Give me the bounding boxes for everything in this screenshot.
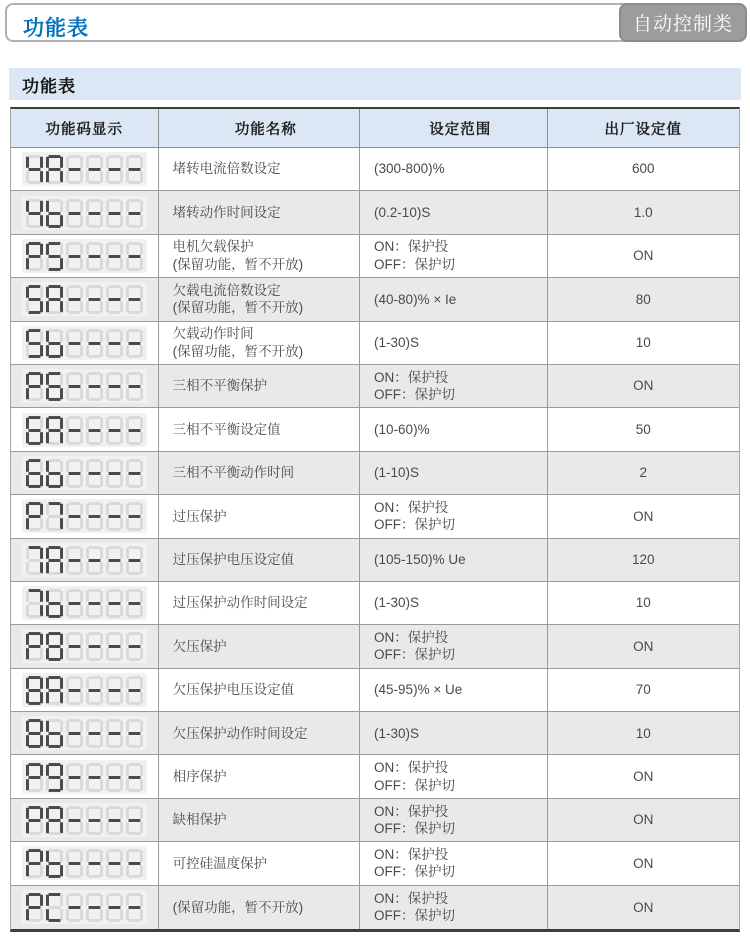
function-code-display <box>11 755 159 797</box>
seven-segment-digit <box>126 589 143 618</box>
seven-segment-digit <box>26 242 43 271</box>
seven-segment-digit <box>106 155 123 184</box>
lcd-display <box>22 890 147 924</box>
seven-segment-digit <box>126 893 143 922</box>
seven-segment-digit <box>66 546 83 575</box>
seven-segment-digit <box>106 806 123 835</box>
function-name-text: 缺相保护 <box>172 812 227 828</box>
default-value <box>548 408 739 450</box>
setting-range-text: (10-60)% <box>374 421 430 437</box>
function-code-display <box>11 408 159 450</box>
seven-segment-digit <box>126 806 143 835</box>
function-code-display <box>11 712 159 754</box>
function-code-display <box>11 452 159 494</box>
default-value <box>548 235 739 277</box>
lcd-display <box>22 803 147 837</box>
table-row <box>11 278 739 321</box>
table-row <box>11 322 739 365</box>
setting-range-text: ON：保护投 <box>374 760 449 776</box>
seven-segment-digit <box>26 893 43 922</box>
setting-range-text: (45-95)% × Ue <box>374 682 463 698</box>
default-value-text: 10 <box>635 335 651 350</box>
setting-range-text: ON：保护投 <box>374 369 449 385</box>
default-value <box>548 712 739 754</box>
function-table <box>10 107 740 932</box>
function-code-display <box>11 365 159 407</box>
seven-segment-digit <box>66 372 83 401</box>
function-code-display <box>11 148 159 190</box>
setting-range <box>360 322 548 364</box>
function-name-text: 欠压保护 <box>172 638 227 654</box>
seven-segment-digit <box>26 285 43 314</box>
setting-range-text: (105-150)% Ue <box>374 551 466 567</box>
function-name-text: 堵转动作时间设定 <box>172 204 281 220</box>
default-value <box>548 755 739 797</box>
function-code-display <box>11 235 159 277</box>
column-header-code: 功能码显示 <box>11 109 159 147</box>
table-row <box>11 755 739 798</box>
section-title-band <box>9 68 741 100</box>
seven-segment-digit <box>46 329 63 358</box>
seven-segment-digit <box>106 372 123 401</box>
seven-segment-digit <box>86 285 103 314</box>
setting-range-text: OFF：保护切 <box>374 821 456 837</box>
seven-segment-digit <box>126 849 143 878</box>
function-name <box>159 539 360 581</box>
default-value <box>548 191 739 233</box>
default-value-text: ON <box>633 899 654 915</box>
default-value <box>548 365 739 407</box>
seven-segment-digit <box>66 329 83 358</box>
lcd-display <box>22 239 147 273</box>
seven-segment-digit <box>86 416 103 445</box>
seven-segment-digit <box>86 806 103 835</box>
seven-segment-digit <box>66 502 83 531</box>
seven-segment-digit <box>106 632 123 661</box>
setting-range <box>360 452 548 494</box>
setting-range-text: (1-30)S <box>374 725 420 741</box>
function-name <box>159 669 360 711</box>
page-title: 功能表 <box>23 17 89 40</box>
function-name <box>159 755 360 797</box>
seven-segment-digit <box>26 416 43 445</box>
lcd-display <box>22 846 147 880</box>
seven-segment-digit <box>126 502 143 531</box>
seven-segment-digit <box>86 502 103 531</box>
function-name-text: 堵转电流倍数设定 <box>172 161 281 177</box>
function-name <box>159 582 360 624</box>
function-code-display <box>11 582 159 624</box>
function-code-display <box>11 842 159 884</box>
seven-segment-digit <box>66 155 83 184</box>
function-name-text: 过压保护动作时间设定 <box>172 595 308 611</box>
table-row <box>11 886 739 929</box>
function-name-text: 过压保护电压设定值 <box>172 551 295 567</box>
setting-range <box>360 582 548 624</box>
setting-range <box>360 495 548 537</box>
default-value-text: 1.0 <box>633 204 653 220</box>
seven-segment-digit <box>66 285 83 314</box>
function-code-display <box>11 886 159 929</box>
default-value-text: ON <box>633 248 654 264</box>
function-name <box>159 712 360 754</box>
setting-range <box>360 755 548 797</box>
seven-segment-digit <box>106 502 123 531</box>
seven-segment-digit <box>126 546 143 575</box>
seven-segment-digit <box>46 632 63 661</box>
seven-segment-digit <box>46 372 63 401</box>
seven-segment-digit <box>106 546 123 575</box>
setting-range <box>360 842 548 884</box>
seven-segment-digit <box>46 849 63 878</box>
function-code-display <box>11 322 159 364</box>
function-name <box>159 191 360 233</box>
seven-segment-digit <box>86 329 103 358</box>
function-name <box>159 322 360 364</box>
setting-range-text: ON：保护投 <box>374 239 449 255</box>
lcd-display <box>22 282 147 316</box>
seven-segment-digit <box>86 763 103 792</box>
setting-range <box>360 625 548 667</box>
seven-segment-digit <box>86 242 103 271</box>
default-value <box>548 539 739 581</box>
table-row <box>11 625 739 668</box>
seven-segment-digit <box>46 155 63 184</box>
function-name-text: 电机欠载保护 <box>172 239 254 255</box>
default-value-text: ON <box>633 812 654 828</box>
column-header-default: 出厂设定值 <box>604 121 683 138</box>
seven-segment-digit <box>106 893 123 922</box>
table-row <box>11 582 739 625</box>
section-title: 功能表 <box>22 76 76 96</box>
default-value <box>548 148 739 190</box>
lcd-display <box>22 456 147 490</box>
seven-segment-digit <box>46 416 63 445</box>
seven-segment-digit <box>126 416 143 445</box>
setting-range <box>360 886 548 929</box>
function-name-text: (保留功能，暂不开放) <box>172 256 304 272</box>
column-header-range: 设定范围 <box>360 109 548 147</box>
seven-segment-digit <box>46 893 63 922</box>
lcd-display <box>22 760 147 794</box>
default-value-text: ON <box>633 768 654 784</box>
setting-range <box>360 365 548 407</box>
setting-range-text: OFF：保护切 <box>374 647 456 663</box>
function-name <box>159 886 360 929</box>
setting-range <box>360 669 548 711</box>
setting-range-text: ON：保护投 <box>374 803 449 819</box>
seven-segment-digit <box>126 199 143 228</box>
seven-segment-digit <box>106 459 123 488</box>
seven-segment-digit <box>26 719 43 748</box>
category-tag <box>619 3 747 42</box>
setting-range <box>360 148 548 190</box>
seven-segment-digit <box>66 459 83 488</box>
seven-segment-digit <box>66 893 83 922</box>
seven-segment-digit <box>26 589 43 618</box>
seven-segment-digit <box>86 719 103 748</box>
function-name <box>159 278 360 320</box>
function-name-text: 欠压保护动作时间设定 <box>172 725 308 741</box>
setting-range-text: OFF：保护切 <box>374 908 456 924</box>
table-row <box>11 148 739 191</box>
setting-range-text: (300-800)% <box>374 161 445 177</box>
lcd-display <box>22 716 147 750</box>
seven-segment-digit <box>26 502 43 531</box>
lcd-display <box>22 543 147 577</box>
seven-segment-digit <box>26 329 43 358</box>
setting-range-text: OFF：保护切 <box>374 864 456 880</box>
seven-segment-digit <box>26 199 43 228</box>
seven-segment-digit <box>46 546 63 575</box>
seven-segment-digit <box>126 459 143 488</box>
function-name <box>159 235 360 277</box>
seven-segment-digit <box>26 676 43 705</box>
seven-segment-digit <box>26 155 43 184</box>
default-value-text: 120 <box>632 551 655 567</box>
table-row <box>11 669 739 712</box>
setting-range <box>360 799 548 841</box>
table-row <box>11 235 739 278</box>
function-name-text: (保留功能，暂不开放) <box>172 343 304 359</box>
table-header-row <box>11 109 739 148</box>
seven-segment-digit <box>126 719 143 748</box>
seven-segment-digit <box>46 459 63 488</box>
seven-segment-digit <box>26 806 43 835</box>
setting-range <box>360 235 548 277</box>
lcd-display <box>22 586 147 620</box>
seven-segment-digit <box>86 546 103 575</box>
function-code-display <box>11 539 159 581</box>
function-name-text: 三相不平衡设定值 <box>172 421 281 437</box>
table-row <box>11 452 739 495</box>
seven-segment-digit <box>86 893 103 922</box>
setting-range <box>360 278 548 320</box>
setting-range-text: ON：保护投 <box>374 846 449 862</box>
setting-range-text: ON：保护投 <box>374 629 449 645</box>
setting-range-text: OFF：保护切 <box>374 777 456 793</box>
seven-segment-digit <box>86 199 103 228</box>
seven-segment-digit <box>26 763 43 792</box>
default-value-text: 600 <box>632 161 655 177</box>
seven-segment-digit <box>126 155 143 184</box>
setting-range-text: OFF：保护切 <box>374 256 456 272</box>
table-row <box>11 539 739 582</box>
default-value <box>548 842 739 884</box>
seven-segment-digit <box>26 459 43 488</box>
seven-segment-digit <box>126 242 143 271</box>
function-name <box>159 365 360 407</box>
seven-segment-digit <box>46 199 63 228</box>
seven-segment-digit <box>66 719 83 748</box>
setting-range-text: (1-10)S <box>374 465 420 481</box>
seven-segment-digit <box>46 719 63 748</box>
function-code-display <box>11 278 159 320</box>
seven-segment-digit <box>86 372 103 401</box>
seven-segment-digit <box>26 372 43 401</box>
function-name-text: 相序保护 <box>172 768 227 784</box>
seven-segment-digit <box>126 285 143 314</box>
seven-segment-digit <box>86 632 103 661</box>
default-value-text: 2 <box>639 465 648 481</box>
lcd-display <box>22 673 147 707</box>
default-value <box>548 799 739 841</box>
seven-segment-digit <box>66 632 83 661</box>
seven-segment-digit <box>66 763 83 792</box>
function-name-text: 欠压保护电压设定值 <box>172 682 295 698</box>
default-value <box>548 452 739 494</box>
seven-segment-digit <box>106 416 123 445</box>
default-value <box>548 322 739 364</box>
table-row <box>11 712 739 755</box>
seven-segment-digit <box>66 589 83 618</box>
table-row <box>11 842 739 885</box>
default-value-text: 10 <box>635 725 651 741</box>
table-row <box>11 365 739 408</box>
lcd-display <box>22 499 147 533</box>
seven-segment-digit <box>106 763 123 792</box>
setting-range-text: (40-80)% × Ie <box>374 291 457 307</box>
category-tag-label: 自动控制类 <box>632 14 733 35</box>
seven-segment-digit <box>46 242 63 271</box>
seven-segment-digit <box>66 806 83 835</box>
function-code-display <box>11 669 159 711</box>
function-code-display <box>11 191 159 233</box>
seven-segment-digit <box>86 459 103 488</box>
default-value-text: 70 <box>635 682 651 698</box>
lcd-display <box>22 152 147 186</box>
setting-range <box>360 712 548 754</box>
seven-segment-digit <box>46 763 63 792</box>
function-name-text: 欠载动作时间 <box>172 326 254 342</box>
seven-segment-digit <box>126 676 143 705</box>
seven-segment-digit <box>86 589 103 618</box>
seven-segment-digit <box>66 199 83 228</box>
function-name-text: 欠载电流倍数设定 <box>172 282 281 298</box>
seven-segment-digit <box>106 242 123 271</box>
default-value-text: ON <box>633 855 654 871</box>
seven-segment-digit <box>46 806 63 835</box>
seven-segment-digit <box>106 849 123 878</box>
function-name-text: 三相不平衡保护 <box>172 378 268 394</box>
seven-segment-digit <box>106 589 123 618</box>
default-value <box>548 495 739 537</box>
seven-segment-digit <box>106 329 123 358</box>
function-code-display <box>11 799 159 841</box>
function-code-display <box>11 495 159 537</box>
seven-segment-digit <box>126 329 143 358</box>
function-name-text: 三相不平衡动作时间 <box>172 465 295 481</box>
seven-segment-digit <box>66 242 83 271</box>
default-value <box>548 625 739 667</box>
setting-range-text: ON：保护投 <box>374 890 449 906</box>
table-row <box>11 408 739 451</box>
default-value-text: ON <box>633 638 654 654</box>
lcd-display <box>22 369 147 403</box>
setting-range-text: OFF：保护切 <box>374 387 456 403</box>
function-name-text: 过压保护 <box>172 508 227 524</box>
seven-segment-digit <box>46 285 63 314</box>
seven-segment-digit <box>106 285 123 314</box>
setting-range-text: (1-30)S <box>374 595 420 611</box>
setting-range-text: (0.2-10)S <box>374 204 431 220</box>
seven-segment-digit <box>126 632 143 661</box>
default-value <box>548 278 739 320</box>
default-value-text: ON <box>633 508 654 524</box>
seven-segment-digit <box>66 676 83 705</box>
lcd-display <box>22 326 147 360</box>
default-value-text: ON <box>633 378 654 394</box>
seven-segment-digit <box>126 372 143 401</box>
column-header-name: 功能名称 <box>159 109 360 147</box>
default-value <box>548 582 739 624</box>
table-body <box>11 148 739 929</box>
function-name <box>159 842 360 884</box>
seven-segment-digit <box>66 416 83 445</box>
seven-segment-digit <box>46 676 63 705</box>
default-value <box>548 669 739 711</box>
function-name <box>159 148 360 190</box>
seven-segment-digit <box>46 502 63 531</box>
seven-segment-digit <box>126 763 143 792</box>
seven-segment-digit <box>106 199 123 228</box>
table-row <box>11 799 739 842</box>
seven-segment-digit <box>26 546 43 575</box>
default-value-text: 50 <box>635 421 651 437</box>
default-value-text: 10 <box>635 595 651 611</box>
seven-segment-digit <box>46 589 63 618</box>
seven-segment-digit <box>86 676 103 705</box>
table-row <box>11 191 739 234</box>
function-name <box>159 452 360 494</box>
seven-segment-digit <box>26 849 43 878</box>
seven-segment-digit <box>86 849 103 878</box>
setting-range <box>360 539 548 581</box>
default-value <box>548 886 739 929</box>
seven-segment-digit <box>106 676 123 705</box>
function-name <box>159 799 360 841</box>
setting-range-text: ON：保护投 <box>374 499 449 515</box>
function-name-text: (保留功能，暂不开放) <box>172 899 304 915</box>
lcd-display <box>22 629 147 663</box>
function-name-text: 可控硅温度保护 <box>172 855 268 871</box>
function-code-display <box>11 625 159 667</box>
function-name-text: (保留功能，暂不开放) <box>172 300 304 316</box>
function-name <box>159 408 360 450</box>
lcd-display <box>22 196 147 230</box>
setting-range <box>360 191 548 233</box>
setting-range-text: OFF：保护切 <box>374 517 456 533</box>
table-row <box>11 495 739 538</box>
function-name <box>159 495 360 537</box>
seven-segment-digit <box>26 632 43 661</box>
lcd-display <box>22 413 147 447</box>
seven-segment-digit <box>86 155 103 184</box>
default-value-text: 80 <box>635 291 651 307</box>
setting-range-text: (1-30)S <box>374 335 420 350</box>
function-name <box>159 625 360 667</box>
seven-segment-digit <box>106 719 123 748</box>
seven-segment-digit <box>66 849 83 878</box>
setting-range <box>360 408 548 450</box>
